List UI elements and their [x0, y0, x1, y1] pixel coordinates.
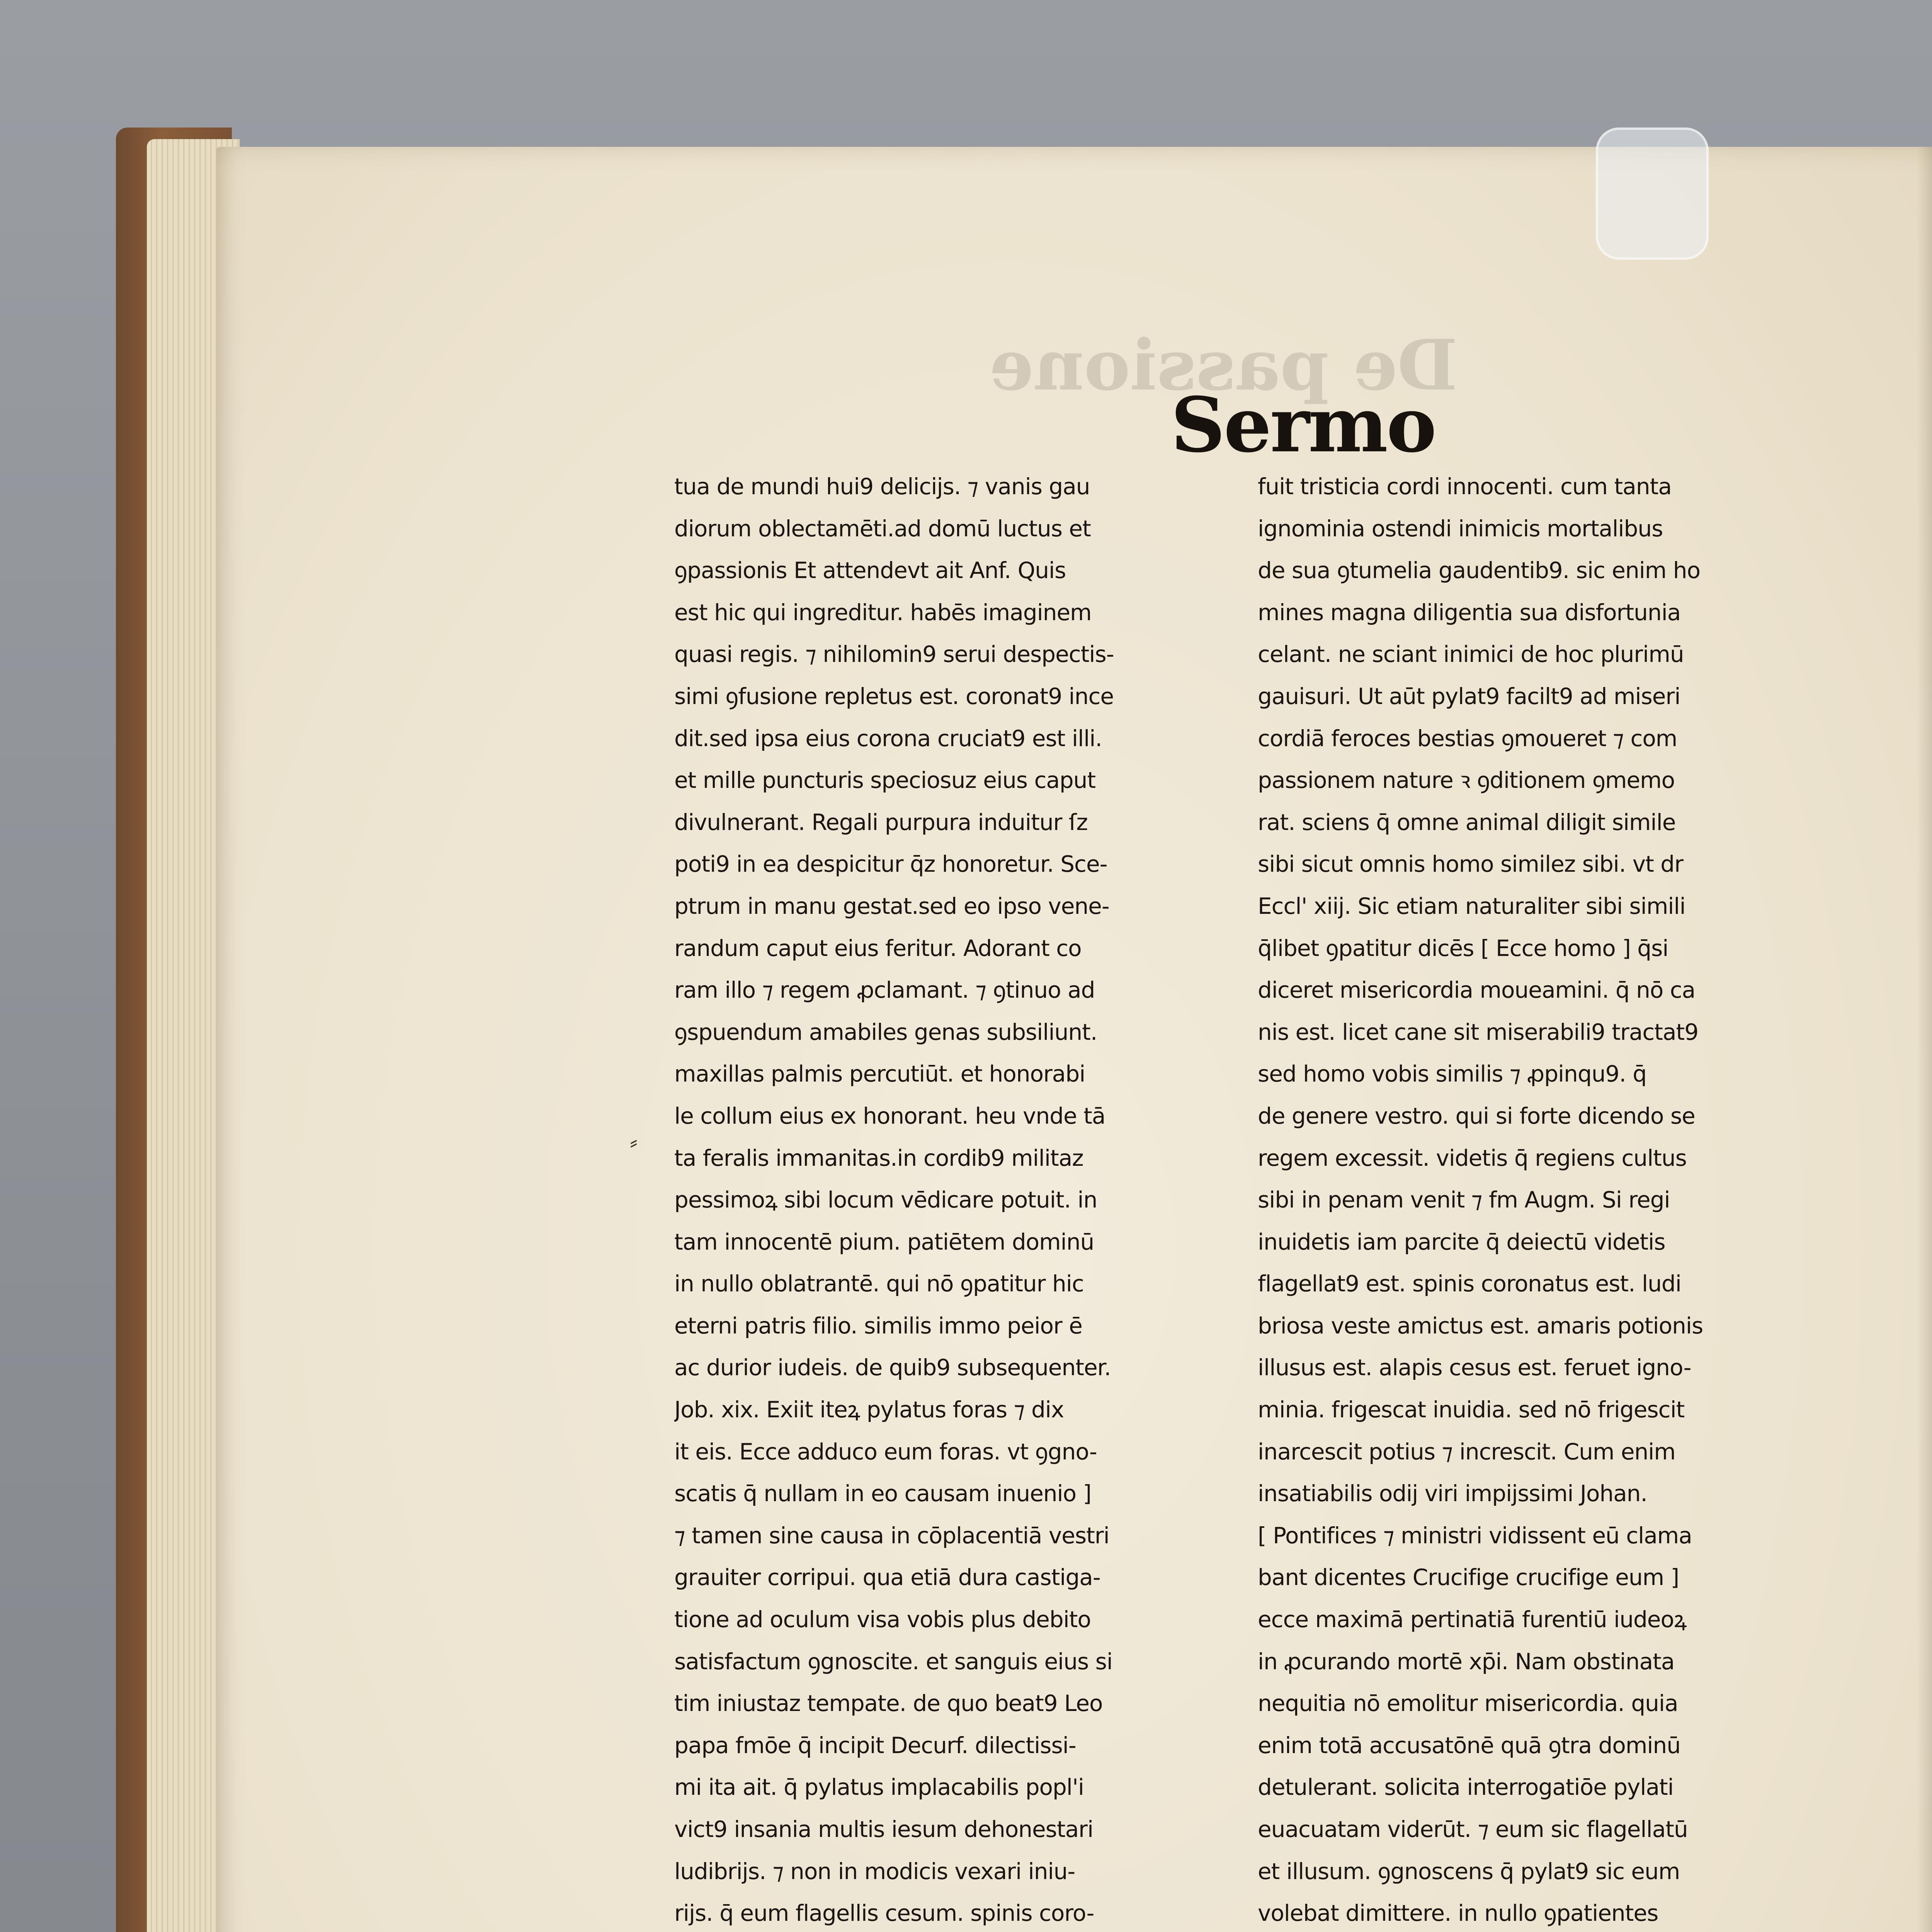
text-line: ꝯpassionis Et attendevt ait Anf. Quis [674, 557, 1066, 584]
text-line: illusus est. alapis cesus est. feruet igno- [1258, 1354, 1691, 1381]
text-line: briosa veste amictus est. amaris potionis [1258, 1312, 1703, 1339]
text-line: et mille puncturis speciosuz eius caput [674, 767, 1096, 794]
text-line: ram illo ⁊ regem ꝓclamant. ⁊ ꝯtinuo ad [674, 977, 1095, 1003]
text-line: sed homo vobis similis ⁊ ꝓpinqu9. q̄ [1258, 1061, 1647, 1087]
text-line: fuit tristicia cordi innocenti. cum tanta [1258, 473, 1672, 500]
text-line: satisfactum ꝯgnoscite. et sanguis eius si [674, 1648, 1113, 1675]
text-line: nequitia nō emolitur misericordia. quia [1258, 1690, 1678, 1717]
text-line: minia. frigescat inuidia. sed nō frigescit [1258, 1396, 1685, 1423]
show-through-heading: De passione [989, 325, 1458, 406]
text-line: gauisuri. Ut aūt pylat9 facilt9 ad miseri [1258, 683, 1680, 709]
text-line: papa fmōe q̄ incipit Decurf. dilectissi- [674, 1732, 1076, 1759]
gutter-shadow [1917, 147, 1932, 1932]
text-line: quasi regis. ⁊ nihilomin9 serui despectis- [674, 641, 1114, 668]
text-line: Eccl' xiij. Sic etiam naturaliter sibi simili [1258, 893, 1685, 919]
text-line: dit.sed ipsa eius corona cruciat9 est illi. [674, 725, 1102, 752]
text-line: it eis. Ecce adduco eum foras. vt ꝯgno- [674, 1438, 1097, 1465]
text-line: est hic qui ingreditur. habēs imaginem [674, 599, 1092, 626]
running-head: Sermo [1171, 381, 1435, 469]
text-line: Job. xix. Exiit iteꝝ pylatus foras ⁊ dix [674, 1396, 1064, 1423]
text-line: ꝯspuendum amabiles genas subsiliunt. [674, 1019, 1097, 1045]
text-line: [ Pontifices ⁊ ministri vidissent eū clama [1258, 1522, 1692, 1549]
text-line: ecce maximā pertinatiā furentiū iudeoꝝ [1258, 1606, 1687, 1633]
text-line: inuidetis iam parcite q̄ deiectū videtis [1258, 1228, 1665, 1255]
text-line: sibi sicut omnis homo similez sibi. vt dr [1258, 851, 1683, 878]
text-line: tim iniustaz tempate. de quo beat9 Leo [674, 1690, 1103, 1717]
text-line: euacuatam viderūt. ⁊ eum sic flagellatū [1258, 1816, 1688, 1842]
right-text-column [1258, 466, 1830, 1932]
text-line: de genere vestro. qui si forte dicendo se [1258, 1102, 1695, 1129]
text-line: celant. ne sciant inimici de hoc plurimū [1258, 641, 1684, 668]
text-line: enim totā accusatōnē quā ꝯtra dominū [1258, 1732, 1680, 1759]
margin-mark: ⸗ [630, 1128, 638, 1155]
text-line: diorum oblectamēti.ad domū luctus et [674, 515, 1091, 542]
text-line: diceret misericordia moueamini. q̄ nō ca [1258, 977, 1696, 1003]
text-line: tua de mundi hui9 delicijs. ⁊ vanis gau [674, 473, 1090, 500]
text-line: volebat dimittere. in nullo ꝯpatientes [1258, 1900, 1658, 1927]
text-line: ignominia ostendi inimicis mortalibus [1258, 515, 1663, 542]
text-line: rat. sciens q̄ omne animal diligit simile [1258, 809, 1676, 835]
text-line: passionem nature ꝛ ꝯditionem ꝯmemo [1258, 767, 1675, 794]
text-line: de sua ꝯtumelia gaudentib9. sic enim ho [1258, 557, 1701, 584]
text-line: ta feralis immanitas.in cordib9 militaz [674, 1145, 1083, 1171]
text-line: grauiter corripui. qua etiā dura castiga- [674, 1564, 1100, 1591]
text-line: nis est. licet cane sit miserabili9 tractat9 [1258, 1019, 1699, 1045]
text-line: tam innocentē pium. patiētem dominū [674, 1228, 1094, 1255]
text-line: regem excessit. videtis q̄ regiens cultus [1258, 1145, 1687, 1171]
text-line: mines magna diligentia sua disfortunia [1258, 599, 1681, 626]
text-line: in ꝓcurando mortē xp̄i. Nam obstinata [1258, 1648, 1675, 1675]
text-line: scatis q̄ nullam in eo causam inuenio ] [674, 1480, 1092, 1507]
text-line: divulnerant. Regali purpura induitur ſz [674, 809, 1088, 835]
text-line: ptrum in manu gestat.sed eo ipso vene- [674, 893, 1109, 919]
text-line: inarcescit potius ⁊ increscit. Cum enim [1258, 1438, 1675, 1465]
text-line: vict9 insania multis iesum dehonestari [674, 1816, 1094, 1842]
text-line: tione ad oculum visa vobis plus debito [674, 1606, 1091, 1633]
text-line: pessimoꝝ sibi locum vēdicare potuit. in [674, 1187, 1097, 1213]
text-line: detulerant. solicita interrogatiōe pylati [1258, 1774, 1673, 1801]
text-line: q̄libet ꝯpatitur dicēs [ Ecce homo ] q̄si [1258, 935, 1668, 961]
page-clip-top [1596, 128, 1709, 260]
text-line: insatiabilis odij viri impijssimi Johan. [1258, 1480, 1647, 1507]
text-line: flagellat9 est. spinis coronatus est. ludi [1258, 1270, 1681, 1297]
left-text-column [674, 466, 1227, 1932]
text-line: simi ꝯfusione repletus est. coronat9 ince [674, 683, 1114, 709]
text-line: cordiā feroces bestias ꝯmoueret ⁊ com [1258, 725, 1677, 752]
text-line: rijs. q̄ eum flagellis cesum. spinis coro- [674, 1900, 1094, 1927]
text-line: mi ita ait. q̄ pylatus implacabilis popl'i [674, 1774, 1084, 1801]
text-line: ac durior iudeis. de quib9 subsequenter. [674, 1354, 1111, 1381]
text-line: le collum eius ex honorant. heu vnde tā [674, 1102, 1105, 1129]
text-line: randum caput eius feritur. Adorant co [674, 935, 1082, 961]
text-line: eterni patris filio. similis immo peior ē [674, 1312, 1082, 1339]
text-line: et illusum. ꝯgnoscens q̄ pylat9 sic eum [1258, 1858, 1680, 1884]
text-line: poti9 in ea despicitur q̄z honoretur. Sce- [674, 851, 1107, 878]
text-line: ⁊ tamen sine causa in cōplacentiā vestri [674, 1522, 1109, 1549]
text-line: maxillas palmis percutiūt. et honorabi [674, 1061, 1085, 1087]
text-line: in nullo oblatrantē. qui nō ꝯpatitur hic [674, 1270, 1084, 1297]
text-line: sibi in penam venit ⁊ fm Augm. Si regi [1258, 1187, 1670, 1213]
text-line: bant dicentes Crucifige crucifige eum ] [1258, 1564, 1679, 1591]
text-line: ludibrijs. ⁊ non in modicis vexari iniu- [674, 1858, 1075, 1884]
